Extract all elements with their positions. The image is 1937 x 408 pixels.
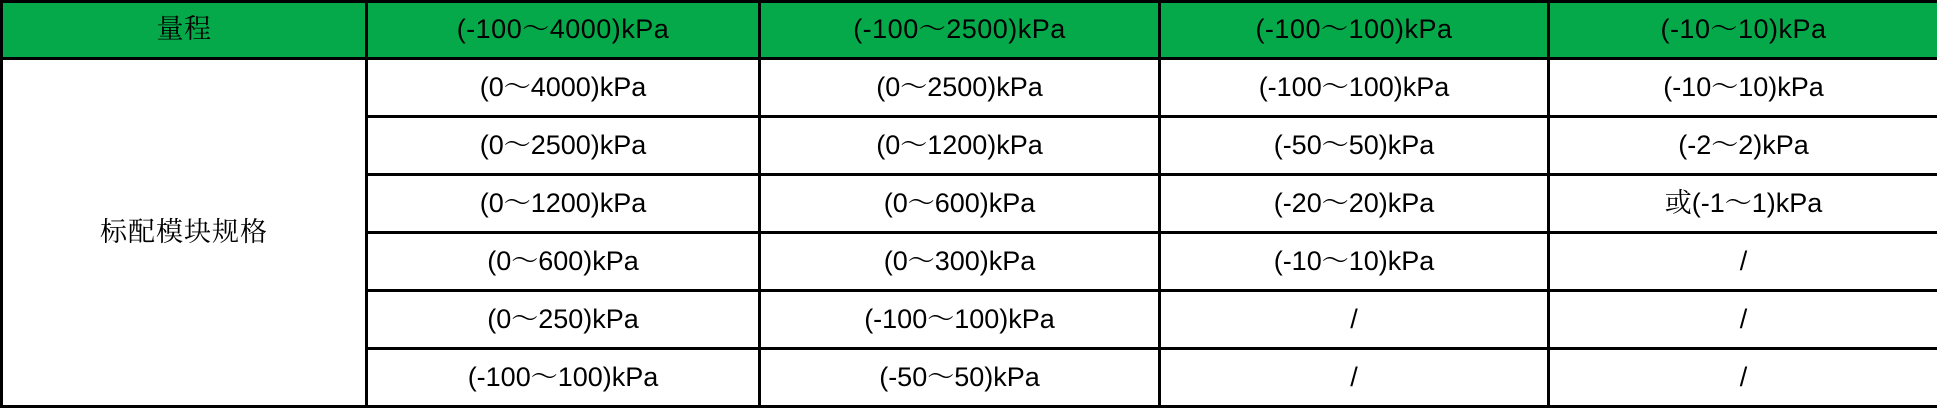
table-cell xyxy=(1549,349,1937,407)
column-header-range-4: (-10～10)kPa xyxy=(1549,2,1937,59)
table-cell xyxy=(1549,233,1937,291)
table-cell xyxy=(1160,59,1549,117)
table-cell xyxy=(1549,117,1937,175)
table-cell xyxy=(1160,117,1549,175)
column-header-range-1: (-100～4000)kPa xyxy=(367,2,760,59)
table-cell xyxy=(1549,59,1937,117)
cell-value: (0～600)kPa xyxy=(761,187,1158,221)
cell-value: / xyxy=(1550,361,1937,395)
column-header-range-3: (-100～100)kPa xyxy=(1160,2,1549,59)
table-cell xyxy=(760,117,1160,175)
cell-value: (-100～100)kPa xyxy=(761,303,1158,337)
cell-value: (0～600)kPa xyxy=(368,245,758,279)
table-head xyxy=(2,2,1937,59)
table-cell xyxy=(760,233,1160,291)
table-header-row xyxy=(2,2,1937,59)
table-cell xyxy=(367,59,760,117)
cell-value: / xyxy=(1550,245,1937,279)
table-cell xyxy=(1160,291,1549,349)
cell-value: (0～1200)kPa xyxy=(761,129,1158,163)
table-cell xyxy=(760,59,1160,117)
column-header-range-2: (-100～2500)kPa xyxy=(760,2,1160,59)
cell-value: (-50～50)kPa xyxy=(761,361,1158,395)
table-cell xyxy=(367,349,760,407)
table-body xyxy=(2,59,1937,407)
cell-value: (-50～50)kPa xyxy=(1161,129,1547,163)
table-cell xyxy=(1160,233,1549,291)
table-cell xyxy=(1549,291,1937,349)
table-cell xyxy=(367,233,760,291)
cell-value: (0～2500)kPa xyxy=(761,71,1158,105)
cell-value: (-100～100)kPa xyxy=(368,361,758,395)
table-cell xyxy=(367,175,760,233)
cell-value: (-100～100)kPa xyxy=(1161,71,1547,105)
cell-value: (-20～20)kPa xyxy=(1161,187,1547,221)
table-cell xyxy=(1160,175,1549,233)
cell-value: (0～2500)kPa xyxy=(368,129,758,163)
cell-value: (-2～2)kPa xyxy=(1550,129,1937,163)
table-cell xyxy=(367,117,760,175)
cell-value: (0～1200)kPa xyxy=(368,187,758,221)
cell-value: (-10～10)kPa xyxy=(1161,245,1547,279)
table-cell xyxy=(367,291,760,349)
cell-value: / xyxy=(1161,303,1547,337)
cell-value: 或(-1～1)kPa xyxy=(1550,187,1937,221)
table-cell xyxy=(1160,349,1549,407)
cell-value: (0～300)kPa xyxy=(761,245,1158,279)
table-cell xyxy=(760,349,1160,407)
cell-value: (0～250)kPa xyxy=(368,303,758,337)
cell-value: (0～4000)kPa xyxy=(368,71,758,105)
table-cell xyxy=(760,175,1160,233)
table-row xyxy=(2,59,1937,117)
column-header-range-label: 量程 xyxy=(2,2,367,59)
table-cell xyxy=(760,291,1160,349)
cell-value: / xyxy=(1161,361,1547,395)
table-cell xyxy=(1549,175,1937,233)
row-header-standard-module-spec: 标配模块规格 xyxy=(2,59,367,407)
cell-value: (-10～10)kPa xyxy=(1550,71,1937,105)
cell-value: / xyxy=(1550,303,1937,337)
